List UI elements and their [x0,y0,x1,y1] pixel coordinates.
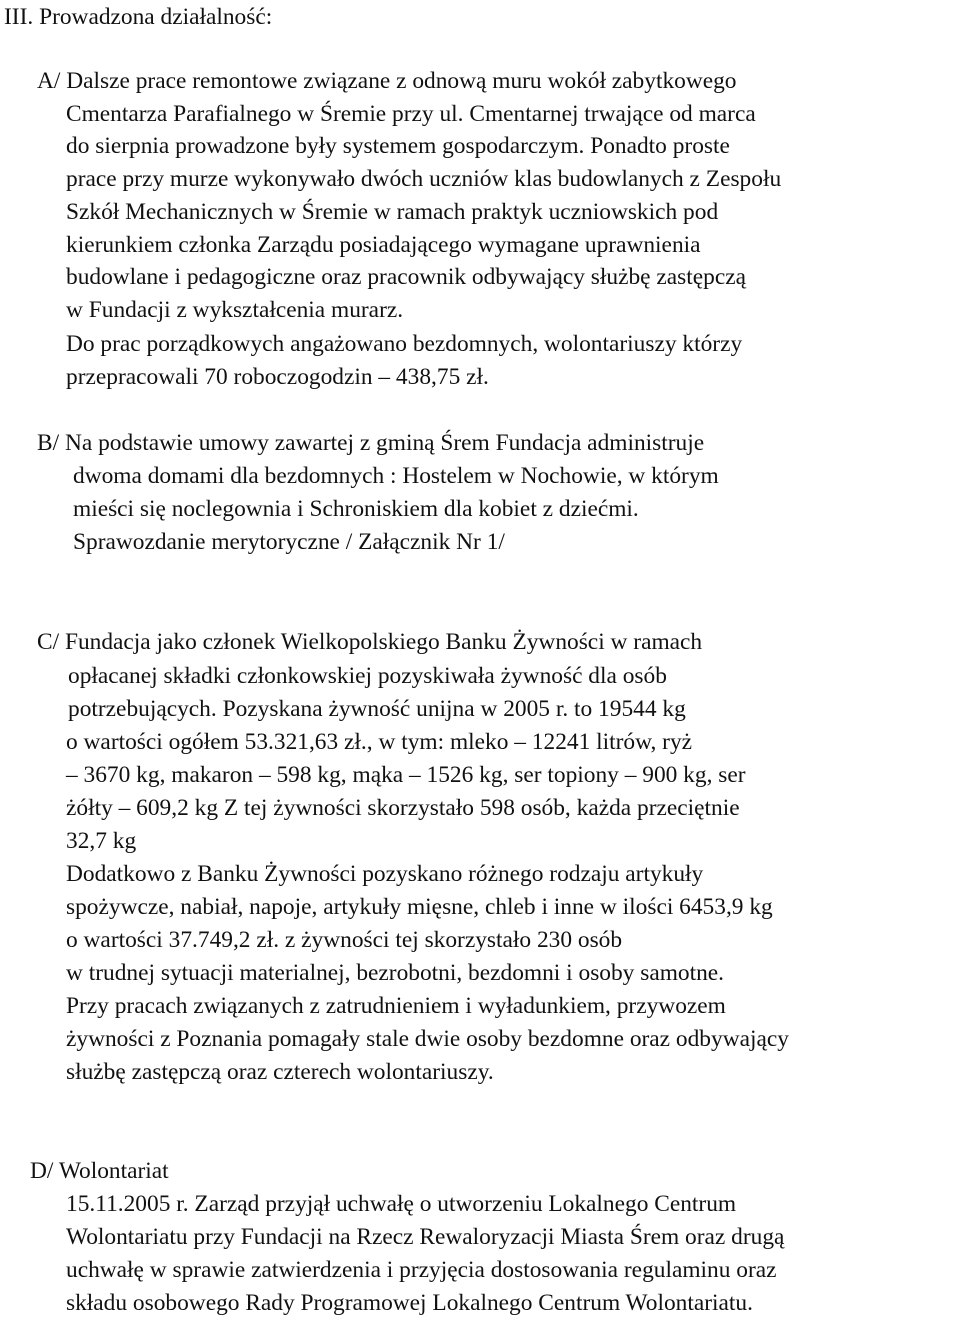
section-c-line: spożywcze, nabiał, napoje, artykuły mięsne, chleb i inne w ilości 6453,9 kg [66,894,773,920]
section-b-line: dwoma domami dla bezdomnych : Hostelem w Nochowie, w którym [73,463,719,489]
section-c-line: żywności z Poznania pomagały stale dwie osoby bezdomne oraz odbywający [66,1026,789,1052]
section-c-line: o wartości ogółem 53.321,63 zł., w tym: mleko – 12241 litrów, ryż [66,729,693,755]
section-d-line: uchwałę w sprawie zatwierdzenia i przyjęcia dostosowania regulaminu oraz [66,1257,777,1283]
section-c-line: Przy pracach związanych z zatrudnieniem i wyładunkiem, przywozem [66,993,726,1019]
section-d-line: składu osobowego Rady Programowej Lokalnego Centrum Wolontariatu. [66,1290,753,1316]
section-c-line: Dodatkowo z Banku Żywności pozyskano różnego rodzaju artykuły [66,861,704,887]
section-c-line: – 3670 kg, makaron – 598 kg, mąka – 1526 kg, ser topiony – 900 kg, ser [66,762,746,788]
section-a-line: budowlane i pedagogiczne oraz pracownik odbywający służbę zastępczą [66,264,746,290]
section-a-line: w Fundacji z wykształcenia murarz. [66,297,404,323]
section-d-heading: D/ Wolontariat [30,1158,169,1184]
section-d-line: 15.11.2005 r. Zarząd przyjął uchwałę o utworzeniu Lokalnego Centrum [66,1191,737,1217]
section-c-line: o wartości 37.749,2 zł. z żywności tej skorzystało 230 osób [66,927,623,953]
section-b-line: mieści się noclegownia i Schroniskiem dla kobiet z dziećmi. [73,496,639,522]
section-a-line: prace przy murze wykonywało dwóch uczniów klas budowlanych z Zespołu [66,166,782,192]
section-b-line: B/ Na podstawie umowy zawartej z gminą Śrem Fundacja administruje [37,430,705,456]
section-c-line: żółty – 609,2 kg Z tej żywności skorzystało 598 osób, każda przeciętnie [66,795,740,821]
section-c-line: służbę zastępczą oraz czterech wolontariuszy. [66,1059,494,1085]
section-c-line: 32,7 kg [66,828,137,854]
section-a-line: do sierpnia prowadzone były systemem gospodarczym. Ponadto proste [66,133,730,159]
section-a-line: Do prac porządkowych angażowano bezdomnych, wolontariuszy którzy [66,331,743,357]
section-c-line: C/ Fundacja jako członek Wielkopolskiego Banku Żywności w ramach [37,629,703,655]
section-a-line: kierunkiem członka Zarządu posiadającego wymagane uprawnienia [66,232,701,258]
section-c-line: potrzebujących. Pozyskana żywność unijna w 2005 r. to 19544 kg [68,696,686,722]
section-a-line: Cmentarza Parafialnego w Śremie przy ul. Cmentarnej trwające od marca [66,101,756,127]
section-c-line: w trudnej sytuacji materialnej, bezrobotni, bezdomni i osoby samotne. [66,960,725,986]
section-a-line: A/ Dalsze prace remontowe związane z odnową muru wokół zabytkowego [37,68,737,94]
section-a-line: Szkół Mechanicznych w Śremie w ramach praktyk uczniowskich pod [66,199,719,225]
section-a-line: przepracowali 70 roboczogodzin – 438,75 zł. [66,364,489,390]
section-c-line: opłacanej składki członkowskiej pozyskiwała żywność dla osób [68,663,667,689]
section-d-line: Wolontariatu przy Fundacji na Rzecz Rewaloryzacji Miasta Śrem oraz drugą [66,1224,785,1250]
page-heading: III. Prowadzona działalność: [4,4,273,30]
section-b-line: Sprawozdanie merytoryczne / Załącznik Nr 1/ [73,529,505,555]
